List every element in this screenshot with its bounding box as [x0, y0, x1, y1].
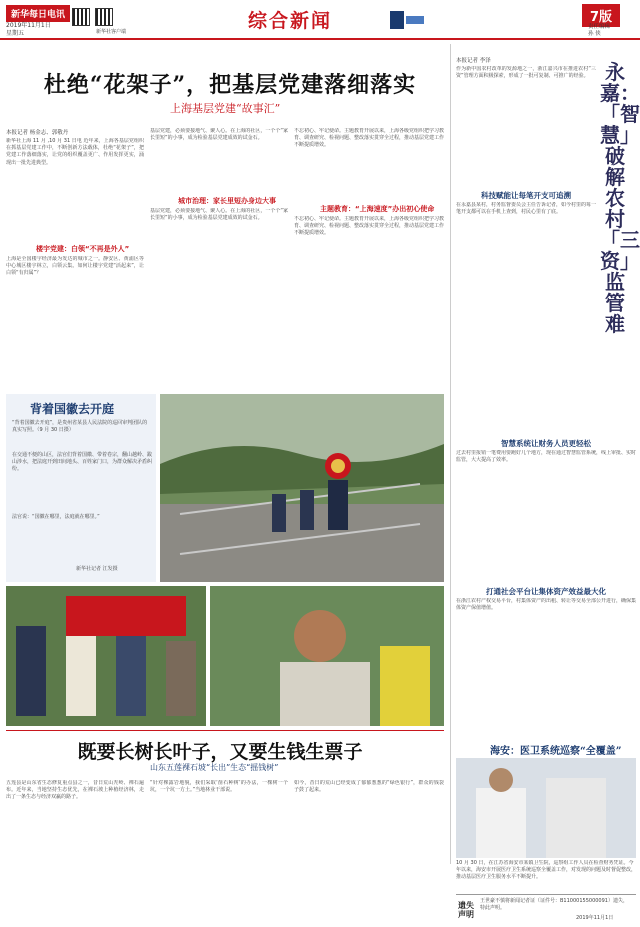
right-subhead: 打通社会平台让集体资产效益最大化	[486, 587, 606, 596]
right-vertical-headline: 永嘉：「智慧」破解农村「三资」监管难	[600, 60, 640, 336]
second-headline: 既要长树长叶子，又要生钱生票子	[77, 741, 363, 763]
right-paragraph: 过去村里报销一笔费用要跑好几个地方，现在通过智慧监管系统，线上审批、实时监管，大大提高了效率。	[456, 450, 636, 464]
right-paragraph: 在浙江农村产权交易平台，村集体资产的出租、转让等交易全部公开进行，确保集体资产保值增值。	[456, 598, 636, 612]
qr-code-icon	[95, 8, 113, 26]
lead-paragraph: 不忘初心、牢记使命。主题教育开展以来，上海各级党组织把学习教育、调查研究、检视问题、整改落实贯穿全过程，推动基层党建工作不断提质增效。	[294, 128, 444, 149]
lead-subhead: 城市治理：家长里短办身边大事	[178, 197, 276, 205]
notice-text: 王世豪不慎将新闻记者证（证件号：B11000155000091）遗失，特此声明。	[480, 898, 628, 911]
second-paragraph: 五莲县是山东省生态修复重点县之一，昔日荒山秃岭、裸石遍布。近年来，当地坚持生态优先，在裸石坡上种植经济林，走出了一条生态与经济双赢的路子。	[6, 780, 144, 801]
section-title: 综合新闻	[248, 10, 333, 32]
lead-paragraph: 基层党建，必须要接地气、聚人心。在上海的社区，一个个“家长里短”的小事，成为检验基层党建成效的试金石。	[150, 128, 288, 142]
lead-paragraph: 不忘初心、牢记使命。主题教育开展以来，上海各级党组织把学习教育、调查研究、检视问题、整改落实贯穿全过程，推动基层党建工作不断提质增效。	[294, 216, 444, 237]
smiling-man-photo	[210, 586, 444, 726]
lead-paragraph: 基层党建，必须要接地气、聚人心。在上海的社区，一个个“家长里短”的小事，成为检验基层党建成效的试金石。	[150, 208, 288, 222]
photo-story-title: 背着国徽去开庭	[30, 402, 115, 416]
brief-photo	[456, 758, 636, 858]
right-paragraph: 在永嘉县某村，村务监督委员会主任告诉记者，如今村里的每一笔开支都可以在手机上查到，村民心里有了底。	[456, 202, 596, 216]
second-subheadline: 山东五莲裸石坡“长出”生态“摇钱树”	[150, 763, 279, 772]
second-paragraph: 如今，昔日的荒山已经变成了郁郁葱葱的“绿色银行”，群众的钱袋子鼓了起来。	[294, 780, 444, 794]
page-header	[0, 0, 640, 40]
photo-story-text: 在交通不便的山区，法官们背着国徽、带着卷宗，翻山越岭、跋山涉水，把法庭开到田间地头、百姓家门口，为群众解决矛盾纠纷。	[12, 452, 153, 472]
right-byline: 本报记者 李泽	[456, 58, 491, 64]
xinhua-logo-icon	[388, 8, 428, 32]
lead-paragraph: 上海是全国楼宇经济最为发达的城市之一。静安区、黄浦区等中心城区楼宇林立，白领云集。如何让楼宇党建“活起来”，让白领“有归属”？	[6, 256, 144, 277]
column-divider	[450, 44, 451, 864]
brief-title: 海安：医卫系统巡察“全覆盖”	[490, 746, 622, 757]
brief-caption: 10 月 30 日，在江苏省海安市某镇卫生院，巡察组工作人员在检查财务凭证。今年以来，海安市开展医疗卫生系统巡察全覆盖工作，对发现的问题及时督促整改，推动基层医疗卫生服务水平不断提升。	[456, 860, 636, 880]
editor-name: 孙 侠	[588, 31, 601, 37]
section-divider	[6, 730, 444, 731]
second-paragraph: “针对裸露岩地貌，我们采取‘凿石种树’的办法，一棵树一个坑，一个坑一方土。”当地林业干部说。	[150, 780, 288, 794]
page-number: 7版	[582, 4, 620, 27]
photo-story-text: 法官说：“国徽在哪里，法庭就在哪里。”	[12, 514, 100, 520]
photo-story-text: “背着国徽去开庭”，是贵州省某县人民法院的巡回审判团队的真实写照。（9 月 30 日摄）	[12, 420, 148, 433]
villagers-photo	[6, 586, 206, 726]
lead-subhead: 主题教育：“上海速度”办出初心使命	[320, 205, 435, 213]
lead-subhead: 楼宇党建：白领“不再是外人”	[36, 245, 130, 253]
notice-title: 遗失声明	[458, 901, 474, 919]
lead-paragraph: 新华社上海 11 月 ,10 月 31 日电 近年来，上海各基层党组织在抓基层党建工作中，不断创新方法载体，杜绝“花架子”，把党建工作落细落实，让党的组织覆盖更广、作用发挥更实，涌现出一批先进典型。	[6, 138, 144, 166]
editor-label: 责任编辑	[588, 24, 611, 30]
right-subhead: 智慧系统让财务人员更轻松	[501, 439, 591, 448]
qr-code-icon	[72, 8, 90, 26]
right-paragraph: 作为新中国农村改革的发源地之一，浙江嘉兴市在推进农村“三资”管理方面积极探索，形成了一批可复制、可推广的经验。	[456, 66, 596, 80]
weekday-text: 星期五	[6, 30, 25, 37]
editor-info	[588, 24, 610, 38]
lost-notice	[456, 894, 636, 924]
photo-credit: 新华社记者 江发摄	[76, 566, 118, 572]
qr-caption: 新华社客户端	[96, 29, 127, 35]
lead-byline: 本报记者 杨金志、郭敬丹	[6, 130, 69, 136]
lead-subheadline: 上海基层党建“故事汇”	[170, 102, 281, 115]
notice-date: 2019年11月1日	[576, 915, 614, 921]
date-text: 2019年11月1日	[6, 22, 51, 29]
photo-story-box	[6, 394, 156, 582]
masthead: 新华每日电讯	[6, 5, 70, 22]
court-photo	[160, 394, 444, 582]
right-subhead: 科技赋能让每笔开支可追溯	[481, 191, 571, 200]
lead-headline: 杜绝“花架子”，把基层党建落细落实	[43, 72, 417, 98]
issue-date	[6, 22, 51, 38]
